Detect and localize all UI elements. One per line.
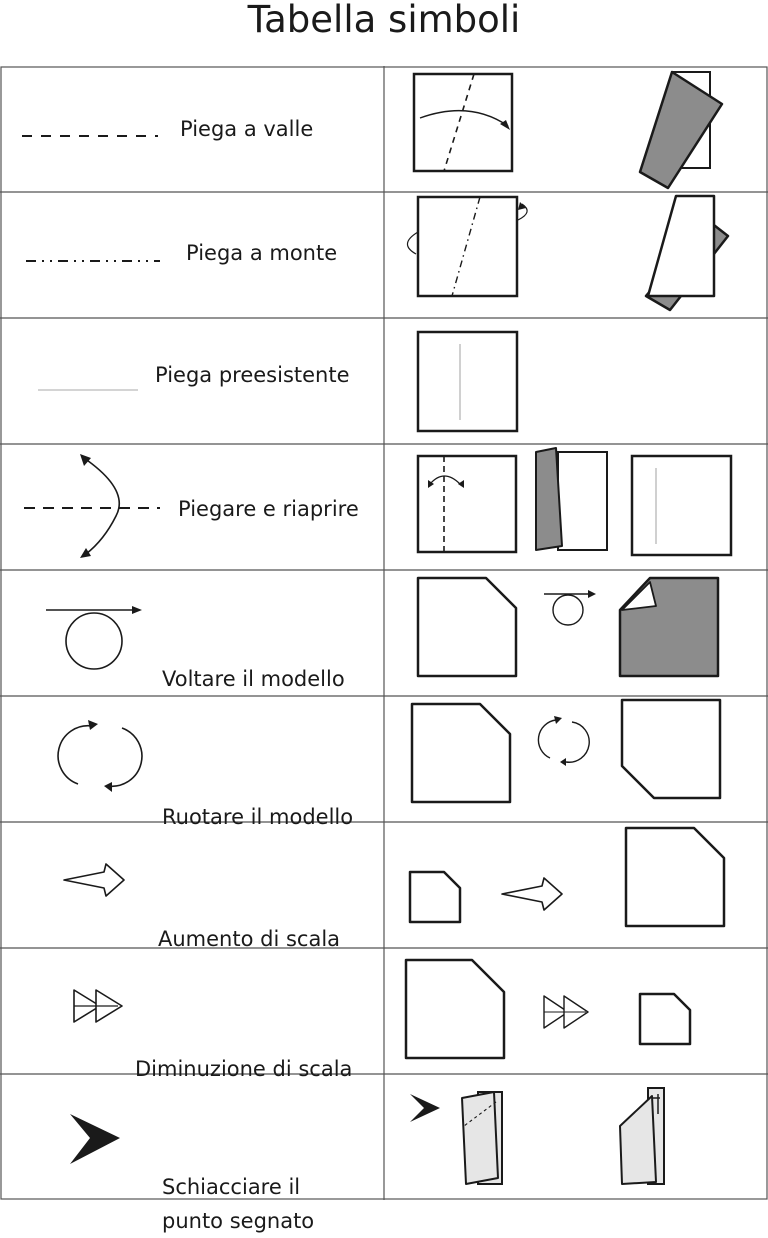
valley-fold-symbol xyxy=(0,66,768,192)
table-row xyxy=(0,822,768,951)
rotate-symbol xyxy=(0,696,768,822)
table-row xyxy=(0,696,768,829)
enlarge-symbol xyxy=(0,822,768,948)
fold-unfold-symbol xyxy=(0,444,768,570)
row-label: Diminuzione di scala xyxy=(135,1057,353,1081)
table-row xyxy=(0,318,768,444)
table-row xyxy=(0,570,768,696)
turn-over-symbol xyxy=(0,570,768,696)
symbol-table xyxy=(0,66,768,1233)
row-label: Ruotare il modello xyxy=(162,805,354,829)
squash-symbol xyxy=(0,1074,768,1200)
row-label: Piega a monte xyxy=(186,241,338,265)
row-label-line: Schiacciare il xyxy=(162,1175,301,1199)
table-row xyxy=(0,444,768,570)
table-row xyxy=(0,66,768,192)
existing-crease-symbol xyxy=(0,318,768,444)
row-label: Piega preesistente xyxy=(155,363,350,387)
row-label: Voltare il modello xyxy=(162,667,345,691)
mountain-fold-symbol xyxy=(0,192,768,318)
row-label: Piegare e riaprire xyxy=(178,497,359,521)
row-label-multiline xyxy=(162,1170,314,1238)
table-row xyxy=(0,1074,768,1233)
row-label: Piega a valle xyxy=(180,117,314,141)
row-label-line: punto segnato xyxy=(162,1209,315,1233)
row-label: Aumento di scala xyxy=(158,927,341,951)
page-title: Tabella simboli xyxy=(247,0,521,41)
table-row xyxy=(0,192,768,318)
reduce-symbol xyxy=(0,948,768,1074)
table-row xyxy=(0,948,768,1081)
